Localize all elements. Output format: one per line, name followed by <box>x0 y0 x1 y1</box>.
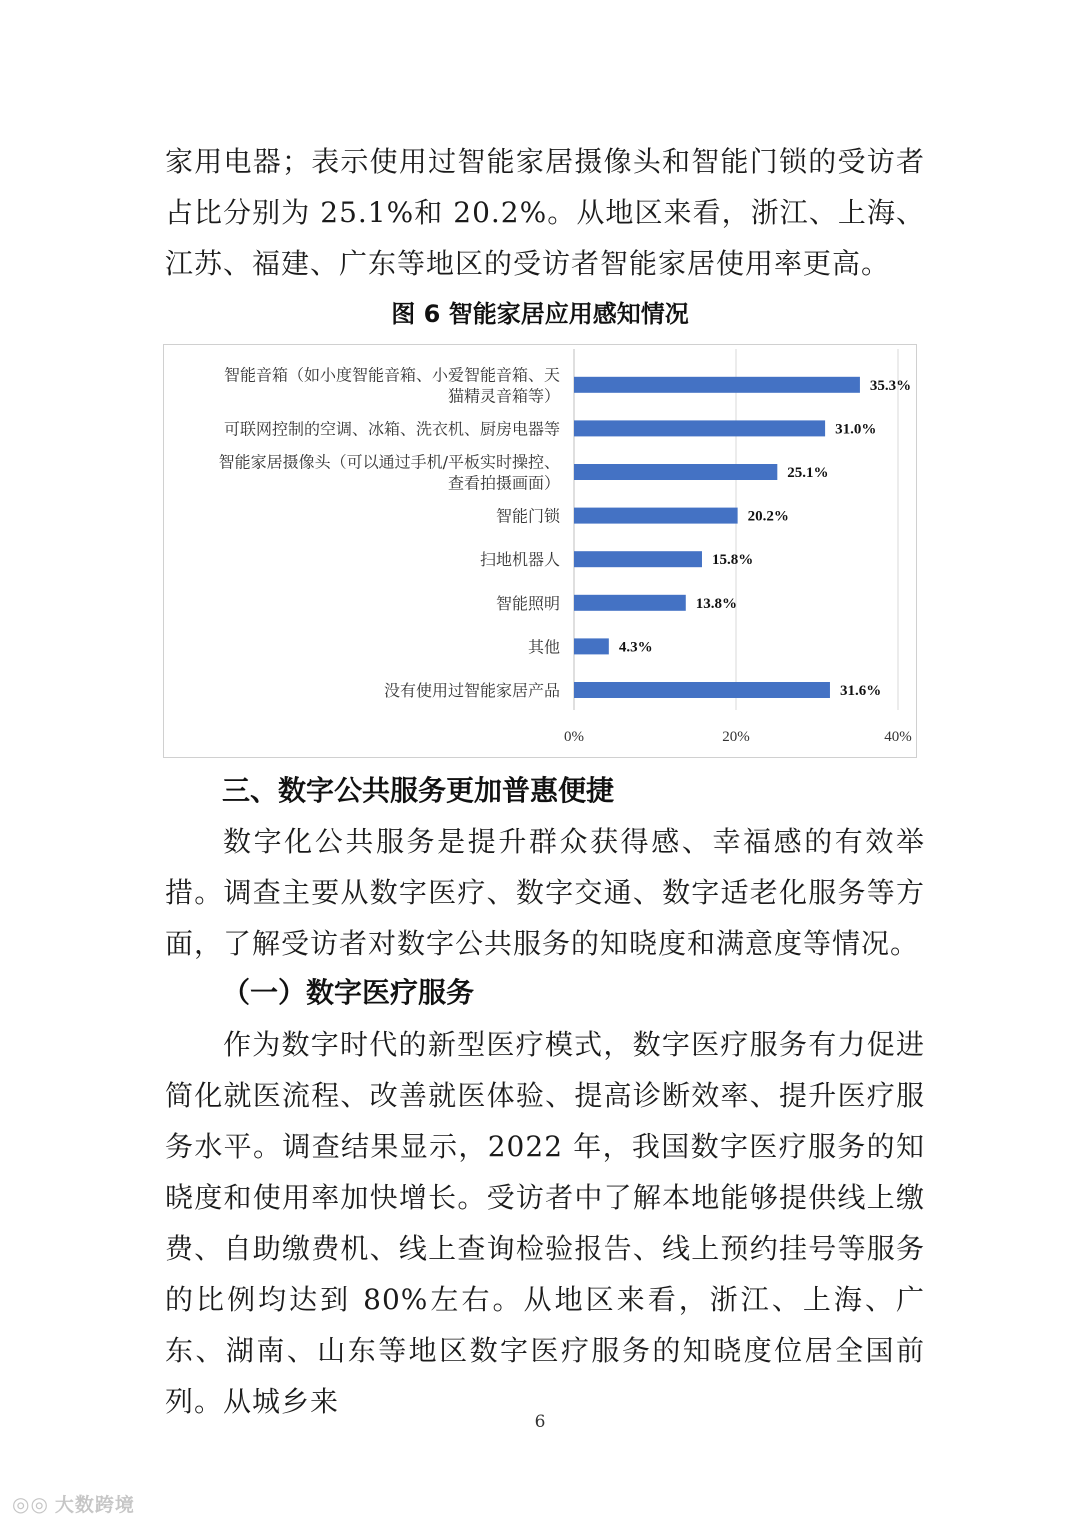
data-label: 25.1% <box>787 465 829 481</box>
data-label: 4.3% <box>618 639 653 656</box>
bar <box>574 638 609 654</box>
x-tick-label: 40% <box>884 729 912 745</box>
logo-icon: ◎◎ <box>12 1492 49 1516</box>
category-label: 猫精灵音箱等） <box>447 386 560 406</box>
bar <box>574 377 860 393</box>
category-label: 智能家居摄像头（可以通过手机/平板实时操控、 <box>218 452 560 472</box>
bar <box>574 464 777 480</box>
category-label: 没有使用过智能家居产品 <box>383 681 560 700</box>
x-tick-label: 0% <box>564 729 584 745</box>
bar <box>574 682 830 698</box>
watermark <box>12 1490 135 1520</box>
medical-paragraph: 作为数字时代的新型医疗模式，数字医疗服务有力促进简化就医流程、改善就医体验、提高诊断效率、提升医疗服务水平。调查结果显示，2022 年，我国数字医疗服务的知晓度和使用率加快增长。受访者中了解本地能够提供线上缴费、自助缴费机、线上查询检验报告、线上预约挂号等服务的比例均达到 80%左右。从地区来看，浙江、上海、广东、湖南、山东等地区数字医疗服务的知晓度位居全国前列。从城乡来 <box>165 1028 925 1418</box>
watermark-text: 大数跨境 <box>54 1494 135 1516</box>
x-tick-label: 20% <box>722 729 750 745</box>
figure-title: 图 6 智能家居应用感知情况 <box>391 300 689 328</box>
data-label: 13.8% <box>695 595 738 612</box>
intro-paragraph: 家用电器；表示使用过智能家居摄像头和智能门锁的受访者占比分别为 25.1%和 20.2%。从地区来看，浙江、上海、江苏、福建、广东等地区的受访者智能家居使用率更高。 <box>165 145 925 280</box>
bar <box>574 420 825 436</box>
category-label: 查看拍摄画面） <box>447 473 560 493</box>
data-label: 20.2% <box>747 508 789 525</box>
data-label: 31.0% <box>835 421 877 438</box>
bar <box>574 595 686 611</box>
category-label: 扫地机器人 <box>479 550 560 570</box>
section-heading: 三、数字公共服务更加普惠便捷 <box>222 774 615 807</box>
category-label: 智能门锁 <box>495 506 560 526</box>
category-label: 其他 <box>527 637 560 657</box>
bar-chart <box>163 344 917 758</box>
data-label: 31.6% <box>839 683 882 699</box>
bar <box>574 551 702 567</box>
section-paragraph: 数字化公共服务是提升群众获得感、幸福感的有效举措。调查主要从数字医疗、数字交通、数字适老化服务等方面，了解受访者对数字公共服务的知晓度和满意度等情况。 <box>165 825 925 960</box>
data-label: 15.8% <box>711 552 754 569</box>
category-label: 智能照明 <box>495 593 560 613</box>
bar <box>574 508 738 524</box>
data-label: 35.3% <box>869 377 912 394</box>
page-number: 6 <box>534 1412 546 1432</box>
category-label: 可联网控制的空调、冰箱、洗衣机、厨房电器等 <box>223 419 560 439</box>
subsection-heading: （一）数字医疗服务 <box>222 976 475 1009</box>
category-label: 智能音箱（如小度智能音箱、小爱智能音箱、天 <box>223 365 560 385</box>
chart-canvas <box>164 345 916 757</box>
